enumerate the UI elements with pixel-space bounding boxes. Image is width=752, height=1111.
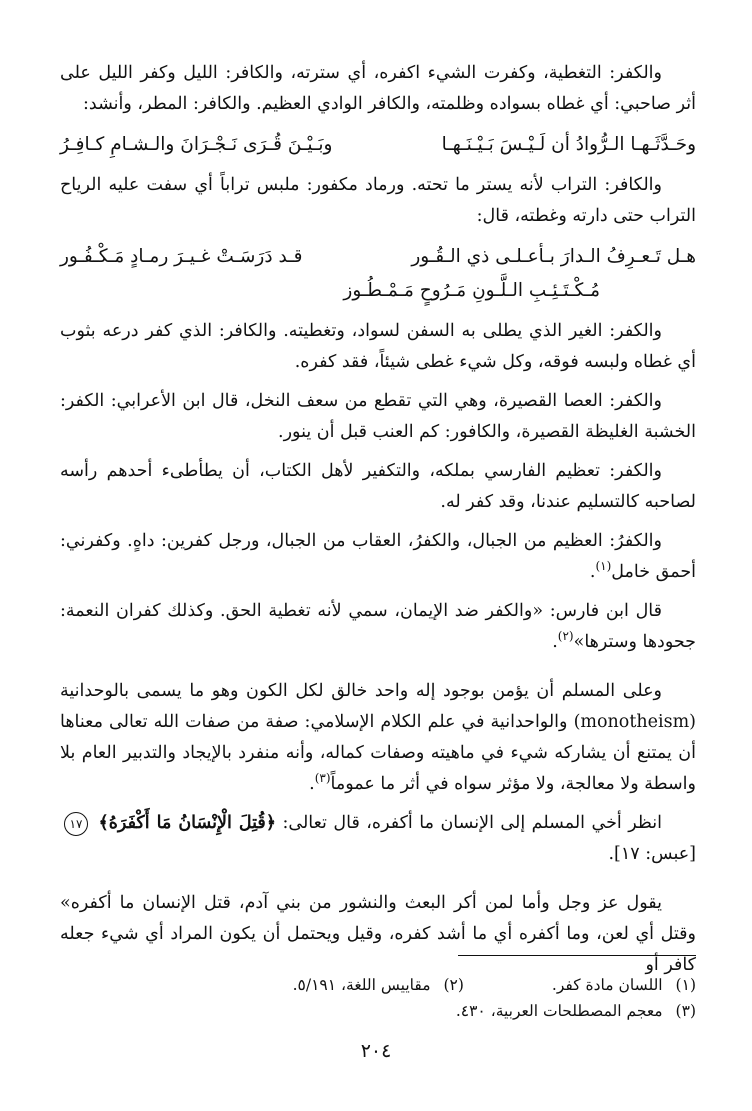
paragraph-text: والكفر: العصا القصيرة، وهي التي تقطع من سعف النخل، قال ابن الأعرابي: الكفر: الخشبة الغليظة القصيرة، والكافور: كم العنب قبل أن ينور.	[60, 391, 696, 442]
verse-hemistich-second: قـد دَرَسَـتْ غـيـرَ رمـادٍ مَـكْـفُـور	[60, 246, 303, 267]
paragraph-tafsir	[60, 888, 696, 981]
verse-line	[60, 128, 696, 162]
footnote-text: مقاييس اللغة، ٥/١٩١.	[292, 976, 431, 994]
footnote-1	[552, 972, 696, 998]
poem-verse-2	[60, 240, 696, 308]
footnote-row	[60, 998, 696, 1024]
paragraph-text: والواحدانية في علم الكلام الإسلامي: صفة من صفات الله تعالى معناها أن يمتنع أن يشاركه شيء في ماهيته وصفات كماله، وأنه منفرد بالإيجاد والتدبير العام بلا واسطة ولا معالجة، ولا مؤثر سواه في أثر ما عموماً	[60, 712, 696, 794]
footnote-text: اللسان مادة كفر.	[551, 976, 663, 994]
footnotes	[60, 972, 696, 1024]
paragraph-definition-soil	[60, 170, 696, 232]
footnote-number: (٣)	[675, 1002, 696, 1020]
verse-line	[60, 240, 696, 274]
paragraph-definition-mountain: والكفرُ: العظيم من الجبال، والكفرُ، العقاب من الجبال، ورجل كفرين: داهٍ. وكفرني: أحمق خامل$^{(١)}$.	[60, 531, 696, 582]
footnote-ref-2: (٢)	[557, 629, 574, 644]
footnote-divider	[458, 955, 696, 956]
footnote-2	[293, 972, 464, 998]
quran-quote: ﴿قُتِلَ الْإِنْسَانُ مَا أَكْفَرَهُ﴾	[98, 813, 276, 833]
paragraph-text: والكفر: تعظيم الفارسي بملكه، والتكفير لأهل الكتاب، أن يطأطىء أحدهم رأسه لصاحبه كالتسليم عندنا، وقد كفر له.	[60, 461, 696, 512]
footnote-ref-1: (١)	[595, 559, 612, 574]
main-text	[60, 58, 696, 989]
paragraph-text: والكافر: التراب لأنه يستر ما تحته. ورماد مكفور: ملبس تراباً أي سفت عليه الرياح التراب حتى دارته وغطته، قال:	[60, 175, 696, 226]
footnote-row	[60, 972, 696, 998]
paragraph-definition-reverence	[60, 456, 696, 518]
paragraph-text: والكفرُ: العظيم من الجبال، والكفرُ، العقاب من الجبال، ورجل كفرين: داهٍ. وكفرني: أحمق خامل	[60, 531, 696, 582]
paragraph-text: والكفر: الغير الذي يطلى به السفن لسواد، وتغطيته. والكافر: الذي كفر درعه بثوب أي غطاه ولبسه فوقه، وكل شيء غطى شيئاً، فقد كفره.	[60, 321, 696, 372]
verse-hemistich-third: مُـكْـتَـئِـبِ الـلَّـونِ مَـرُوحٍ مَـمْـطُـوز	[343, 280, 600, 301]
paragraph-ibn-faris-quote: قال ابن فارس: «والكفر ضد الإيمان، سمي لأنه تغطية الحق. وكذلك كفران النعمة: جحودها وسترها»$^{(٢)}$.	[60, 601, 696, 652]
footnote-text: معجم المصطلحات العربية، ٤٣٠.	[455, 1002, 663, 1020]
section-gap	[60, 878, 696, 888]
footnote-number: (٢)	[443, 976, 464, 994]
paragraph-text: والكفر: التغطية، وكفرت الشيء اكفره، أي سترته، والكافر: الليل وكفر الليل على أثر صاحبي: أي غطاه بسواده وظلمته، والكافر الوادي العظيم. والكافر: المطر، وأنشد:	[60, 63, 696, 114]
poem-verse-1	[60, 128, 696, 162]
section-gap	[60, 666, 696, 676]
verse-hemistich-first: هـل تَـعـرِفُ الـدارَ بـأعـلـى ذي الـقُـور	[411, 246, 696, 267]
paragraph-quran-verse	[60, 808, 696, 870]
english-term: (monotheism)	[573, 712, 696, 732]
paragraph-monotheism: وعلى المسلم أن يؤمن بوجود إله واحد خالق لكل الكون وهو ما يسمى بالوحدانية (monotheism) والواحدانية في علم الكلام الإسلامي: صفة من صفات الله تعالى معناها أن يمتنع أن يشاركه شيء في ماهيته وصفات كماله، وأنه منفرد بالإيجاد والتدبير العام بلا واسطة ولا معالجة، ولا مؤثر سواه في أثر ما عموماً$^{(٣)}$.	[60, 681, 696, 794]
footnote-3	[456, 998, 696, 1024]
footnote-ref-3: (٣)	[314, 771, 331, 786]
verse-hemistich-first: وحَـدَّثَـهـا الـرُّوادُ أن لَـيْـسَ بَـيْـنَـهـا	[441, 134, 696, 155]
paragraph-definition-covering	[60, 58, 696, 120]
page-number: ٢٠٤	[360, 1040, 392, 1062]
footnote-number: (١)	[675, 976, 696, 994]
paragraph-text: وعلى المسلم أن يؤمن بوجود إله واحد خالق لكل الكون وهو ما يسمى بالوحدانية	[60, 681, 662, 701]
ayah-number-icon: ١٧	[64, 812, 88, 836]
paragraph-text: قال ابن فارس: «والكفر ضد الإيمان، سمي لأنه تغطية الحق. وكذلك كفران النعمة: جحودها وسترها»	[60, 601, 696, 652]
paragraph-text: يقول عز وجل وأما لمن أكر البعث والنشور من بني آدم، قتل الإنسان ما أكفره» وقتل أي لعن، وما أكفره أي ما أشد كفره، وقيل ويحتمل أن يكون المراد أي شيء جعله كافر أو	[60, 893, 696, 975]
quran-citation: [عبس: ١٧].	[608, 844, 696, 864]
paragraph-definition-stick	[60, 386, 696, 448]
verse-line	[60, 274, 696, 308]
paragraph-text: انظر أخي المسلم إلى الإنسان ما أكفره، قال تعالى:	[282, 813, 662, 833]
verse-hemistich-second: وبَـيْـنَ قُـرَى نَـجْـرَانَ والـشـامِ كـافِـرُ	[60, 134, 333, 155]
paragraph-definition-tar	[60, 316, 696, 378]
